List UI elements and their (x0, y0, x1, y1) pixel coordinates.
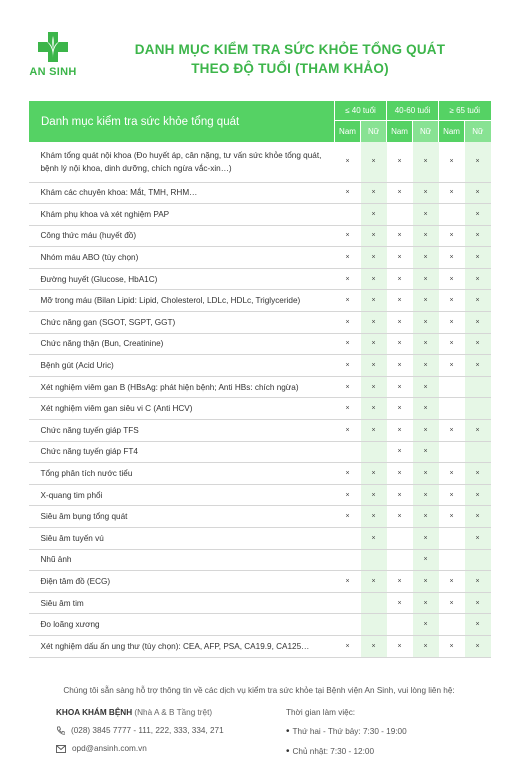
item-name: Nhũ ảnh (29, 549, 335, 571)
table-row (29, 528, 491, 550)
check-mark: × (413, 247, 439, 269)
check-mark: × (387, 333, 413, 355)
check-mark: × (361, 312, 387, 334)
check-mark: × (361, 571, 387, 593)
item-name: Khám phụ khoa và xét nghiệm PAP (29, 204, 335, 226)
check-mark: × (413, 142, 439, 182)
hours-line: • Chủ nhật: 7:30 - 12:00 (286, 746, 374, 757)
check-mark: × (413, 614, 439, 636)
empty-cell (361, 592, 387, 614)
check-mark: × (387, 225, 413, 247)
empty-cell (387, 528, 413, 550)
check-mark: × (361, 528, 387, 550)
check-mark: × (335, 355, 361, 377)
table-row (29, 420, 491, 442)
check-mark: × (465, 635, 491, 657)
item-name: Siêu âm tuyến vú (29, 528, 335, 550)
check-mark: × (335, 312, 361, 334)
check-mark: × (361, 142, 387, 182)
empty-cell (387, 549, 413, 571)
check-mark: × (439, 268, 465, 290)
check-mark: × (439, 333, 465, 355)
check-mark: × (413, 376, 439, 398)
hours-line: • Thứ hai - Thứ bảy: 7:30 - 19:00 (286, 726, 407, 737)
table-row (29, 312, 491, 334)
empty-cell (387, 204, 413, 226)
check-mark: × (413, 463, 439, 485)
item-name: Công thức máu (huyết đồ) (29, 225, 335, 247)
page-title (90, 40, 490, 78)
logo (28, 30, 78, 78)
check-mark: × (335, 333, 361, 355)
email-row (56, 744, 276, 753)
item-name: Chức năng thận (Bun, Creatinine) (29, 333, 335, 355)
check-mark: × (387, 571, 413, 593)
check-mark: × (465, 484, 491, 506)
empty-cell (439, 441, 465, 463)
check-mark: × (387, 506, 413, 528)
check-mark: × (335, 463, 361, 485)
empty-cell (439, 204, 465, 226)
check-mark: × (465, 312, 491, 334)
check-mark: × (335, 398, 361, 420)
table-row (29, 247, 491, 269)
table-row (29, 463, 491, 485)
check-mark: × (387, 355, 413, 377)
check-mark: × (465, 290, 491, 312)
check-mark: × (439, 290, 465, 312)
table-body (29, 142, 491, 657)
check-mark: × (413, 312, 439, 334)
check-mark: × (361, 635, 387, 657)
check-mark: × (465, 463, 491, 485)
email-icon (56, 745, 66, 753)
email-address[interactable]: opd@ansinh.com.vn (72, 744, 147, 753)
check-mark: × (361, 484, 387, 506)
empty-cell (439, 376, 465, 398)
item-name: Chức năng tuyến giáp FT4 (29, 441, 335, 463)
empty-cell (335, 528, 361, 550)
check-mark: × (387, 268, 413, 290)
age-group-header: ≤ 40 tuổi (335, 101, 387, 120)
empty-cell (387, 614, 413, 636)
check-mark: × (465, 506, 491, 528)
check-mark: × (439, 142, 465, 182)
check-mark: × (439, 312, 465, 334)
department (56, 708, 276, 717)
check-mark: × (387, 376, 413, 398)
table-row (29, 398, 491, 420)
check-mark: × (465, 142, 491, 182)
check-mark: × (361, 376, 387, 398)
check-mark: × (413, 355, 439, 377)
check-mark: × (335, 268, 361, 290)
check-mark: × (361, 420, 387, 442)
check-mark: × (387, 635, 413, 657)
table-row (29, 506, 491, 528)
table-row (29, 441, 491, 463)
empty-cell (439, 528, 465, 550)
table-row (29, 484, 491, 506)
check-mark: × (387, 142, 413, 182)
check-mark: × (465, 528, 491, 550)
table-row (29, 290, 491, 312)
check-mark: × (361, 268, 387, 290)
empty-cell (465, 441, 491, 463)
check-mark: × (361, 463, 387, 485)
title-line-1: DANH MỤC KIỂM TRA SỨC KHỎE TỔNG QUÁT (134, 42, 446, 57)
empty-cell (335, 204, 361, 226)
table-header-main: Danh mục kiểm tra sức khỏe tổng quát (29, 101, 335, 142)
item-name: Tổng phân tích nước tiểu (29, 463, 335, 485)
check-mark: × (361, 398, 387, 420)
empty-cell (439, 549, 465, 571)
phone-row (56, 726, 276, 735)
check-mark: × (439, 484, 465, 506)
check-mark: × (413, 225, 439, 247)
phone-icon (56, 726, 65, 735)
item-name: Chức năng tuyến giáp TFS (29, 420, 335, 442)
check-mark: × (387, 463, 413, 485)
check-mark: × (439, 247, 465, 269)
item-name: Siêu âm bụng tổng quát (29, 506, 335, 528)
sex-header-male: Nam (335, 120, 361, 142)
check-mark: × (439, 571, 465, 593)
item-name: Bệnh gút (Acid Uric) (29, 355, 335, 377)
check-mark: × (361, 333, 387, 355)
empty-cell (335, 441, 361, 463)
check-mark: × (387, 247, 413, 269)
table-row (29, 549, 491, 571)
brand-name: AN SINH (29, 66, 77, 78)
check-mark: × (439, 635, 465, 657)
check-mark: × (361, 247, 387, 269)
check-mark: × (465, 204, 491, 226)
check-mark: × (465, 247, 491, 269)
check-mark: × (439, 225, 465, 247)
age-group-header: ≥ 65 tuổi (439, 101, 491, 120)
table-row (29, 268, 491, 290)
check-mark: × (361, 290, 387, 312)
empty-cell (465, 549, 491, 571)
check-mark: × (465, 420, 491, 442)
check-mark: × (465, 614, 491, 636)
check-mark: × (439, 592, 465, 614)
check-mark: × (439, 182, 465, 204)
check-mark: × (387, 484, 413, 506)
check-mark: × (413, 549, 439, 571)
sex-header-male: Nam (439, 120, 465, 142)
working-hours (286, 708, 486, 757)
table-row (29, 635, 491, 657)
table-row (29, 592, 491, 614)
item-name: Xét nghiệm viêm gan B (HBsAg: phát hiện bệnh; Anti HBs: chích ngừa) (29, 376, 335, 398)
check-mark: × (335, 290, 361, 312)
empty-cell (465, 376, 491, 398)
title-line-2: THEO ĐỘ TUỔI (THAM KHẢO) (191, 61, 389, 76)
empty-cell (439, 614, 465, 636)
check-mark: × (413, 528, 439, 550)
table-row (29, 376, 491, 398)
item-name: Nhóm máu ABO (tùy chọn) (29, 247, 335, 269)
working-hours-title: Thời gian làm việc: (286, 708, 356, 717)
check-mark: × (413, 635, 439, 657)
table-row (29, 614, 491, 636)
table-row (29, 571, 491, 593)
item-name: Điện tâm đồ (ECG) (29, 571, 335, 593)
check-mark: × (465, 592, 491, 614)
check-mark: × (361, 225, 387, 247)
department-location: (Nhà A & B Tầng trệt) (134, 708, 213, 717)
check-mark: × (335, 247, 361, 269)
check-mark: × (387, 398, 413, 420)
table-row (29, 142, 491, 182)
check-mark: × (413, 506, 439, 528)
item-name: Đo loãng xương (29, 614, 335, 636)
item-name: Xét nghiệm viêm gan siêu vi C (Anti HCV) (29, 398, 335, 420)
checkup-table (28, 101, 490, 658)
check-mark: × (413, 592, 439, 614)
sex-header-female: Nữ (465, 120, 491, 142)
check-mark: × (335, 225, 361, 247)
check-mark: × (439, 463, 465, 485)
check-mark: × (413, 420, 439, 442)
item-name: Khám các chuyên khoa: Mắt, TMH, RHM… (29, 182, 335, 204)
check-mark: × (387, 312, 413, 334)
check-mark: × (387, 290, 413, 312)
check-mark: × (413, 268, 439, 290)
empty-cell (361, 441, 387, 463)
check-mark: × (413, 290, 439, 312)
item-name: X-quang tim phổi (29, 484, 335, 506)
phone-number[interactable]: (028) 3845 7777 - 111, 222, 333, 334, 271 (71, 726, 224, 735)
item-name: Siêu âm tim (29, 592, 335, 614)
check-mark: × (413, 333, 439, 355)
check-mark: × (361, 355, 387, 377)
check-mark: × (361, 182, 387, 204)
check-mark: × (465, 355, 491, 377)
check-mark: × (413, 182, 439, 204)
check-mark: × (413, 204, 439, 226)
item-name: Đường huyết (Glucose, HbA1C) (29, 268, 335, 290)
check-mark: × (335, 635, 361, 657)
check-mark: × (335, 420, 361, 442)
footer (28, 686, 490, 778)
check-mark: × (413, 484, 439, 506)
empty-cell (335, 592, 361, 614)
department-name: KHOA KHÁM BỆNH (56, 708, 133, 717)
check-mark: × (413, 398, 439, 420)
table-row (29, 182, 491, 204)
item-name: Xét nghiệm dấu ấn ung thư (tùy chọn): CEA, AFP, PSA, CA19.9, CA125… (29, 635, 335, 657)
item-name: Mỡ trong máu (Bilan Lipid: Lipid, Cholesterol, LDLc, HDLc, Triglyceride) (29, 290, 335, 312)
check-mark: × (335, 484, 361, 506)
check-mark: × (387, 182, 413, 204)
check-mark: × (387, 441, 413, 463)
check-mark: × (465, 182, 491, 204)
empty-cell (335, 614, 361, 636)
check-mark: × (439, 355, 465, 377)
check-mark: × (413, 571, 439, 593)
item-name: Chức năng gan (SGOT, SGPT, GGT) (29, 312, 335, 334)
check-mark: × (361, 204, 387, 226)
table-row (29, 204, 491, 226)
check-mark: × (335, 142, 361, 182)
table-row (29, 225, 491, 247)
empty-cell (335, 549, 361, 571)
check-mark: × (465, 571, 491, 593)
empty-cell (439, 398, 465, 420)
check-mark: × (413, 441, 439, 463)
item-name: Khám tổng quát nội khoa (Đo huyết áp, cân nặng, tư vấn sức khỏe tổng quát, bệnh lý nội khoa, dinh dưỡng, chích ngừa vắc-xin…) (29, 142, 335, 182)
check-mark: × (465, 225, 491, 247)
sex-header-male: Nam (387, 120, 413, 142)
empty-cell (361, 549, 387, 571)
table-row (29, 355, 491, 377)
check-mark: × (335, 182, 361, 204)
sex-header-female: Nữ (413, 120, 439, 142)
check-mark: × (335, 506, 361, 528)
check-mark: × (335, 571, 361, 593)
age-group-header: 40-60 tuổi (387, 101, 439, 120)
empty-cell (361, 614, 387, 636)
hours-sunday: Chủ nhật: 7:30 - 12:00 (292, 747, 374, 756)
check-mark: × (361, 506, 387, 528)
check-mark: × (387, 420, 413, 442)
empty-cell (465, 398, 491, 420)
check-mark: × (439, 506, 465, 528)
contact-block (56, 708, 276, 753)
footer-intro: Chúng tôi sẵn sàng hỗ trợ thông tin về các dịch vụ kiểm tra sức khỏe tại Bệnh viện An Sinh, vui lòng liên hệ: (63, 686, 455, 695)
check-mark: × (465, 268, 491, 290)
check-mark: × (439, 420, 465, 442)
hours-weekdays: Thứ hai - Thứ bảy: 7:30 - 19:00 (292, 727, 407, 736)
sex-header-female: Nữ (361, 120, 387, 142)
table-row (29, 333, 491, 355)
an-sinh-logo-icon (36, 30, 70, 64)
check-mark: × (465, 333, 491, 355)
check-mark: × (335, 376, 361, 398)
check-mark: × (387, 592, 413, 614)
